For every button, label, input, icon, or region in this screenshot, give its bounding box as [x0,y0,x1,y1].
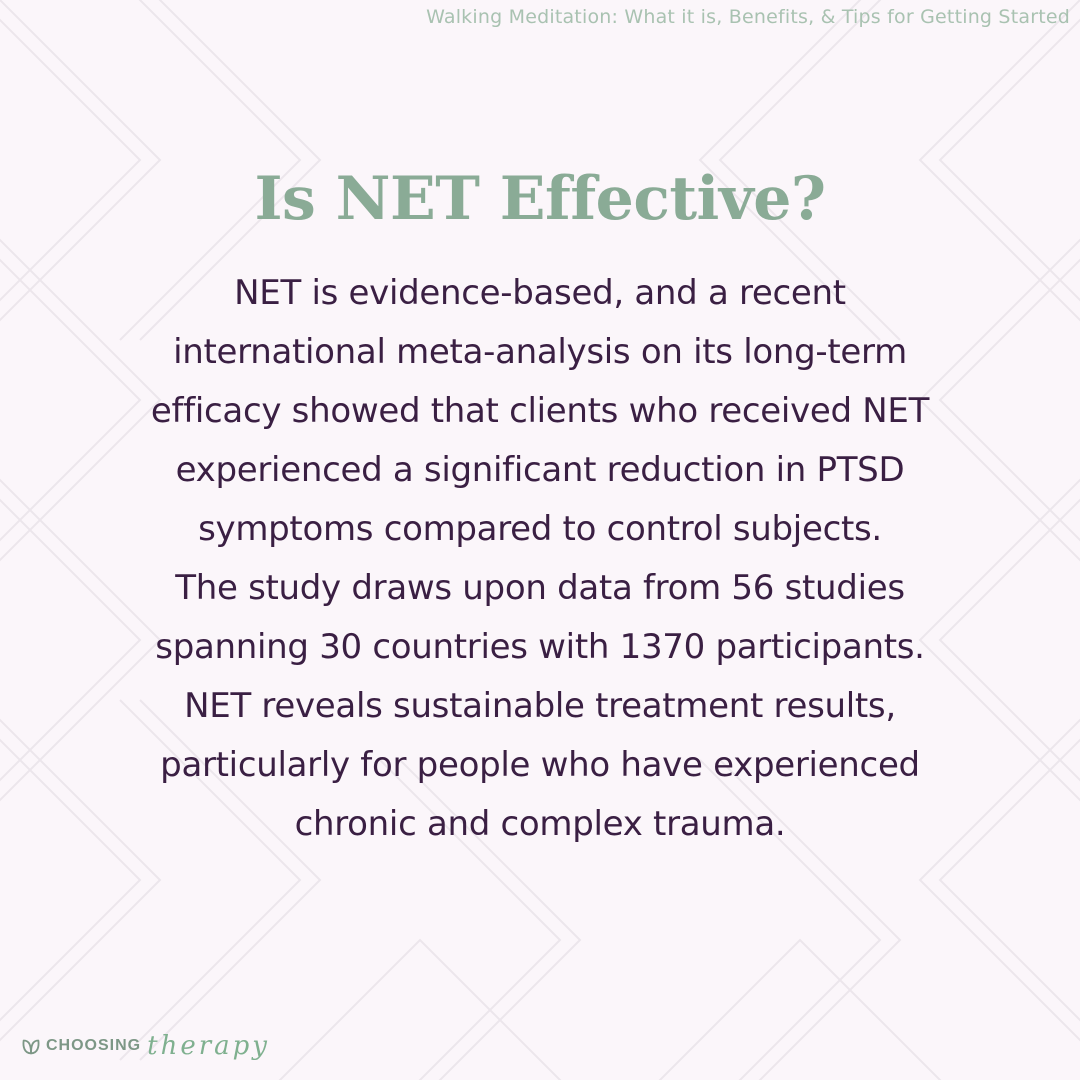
choosing-therapy-logo [20,1028,270,1064]
body-line: chronic and complex trauma. [294,804,786,844]
logo-script: therapy [147,1031,270,1061]
leaf-icon [20,1035,42,1057]
logo-wordmark: CHOOSING [46,1037,142,1054]
body-line: The study draws upon data from 56 studies [175,568,905,608]
body-line: symptoms compared to control subjects. [198,509,882,549]
page-title: Is NET Effective? [254,164,826,234]
body-line: international meta-analysis on its long-term [173,332,907,372]
body-paragraph [90,264,990,854]
body-line: spanning 30 countries with 1370 participants. [155,627,925,667]
body-line: particularly for people who have experienced [160,745,920,785]
body-line: efficacy showed that clients who received NET [150,391,930,431]
body-line: NET reveals sustainable treatment results, [184,686,896,726]
article-caption: Walking Meditation: What it is, Benefits, & Tips for Getting Started [426,6,1070,28]
body-line: experienced a significant reduction in PTSD [175,450,905,490]
body-line: NET is evidence-based, and a recent [234,273,846,313]
